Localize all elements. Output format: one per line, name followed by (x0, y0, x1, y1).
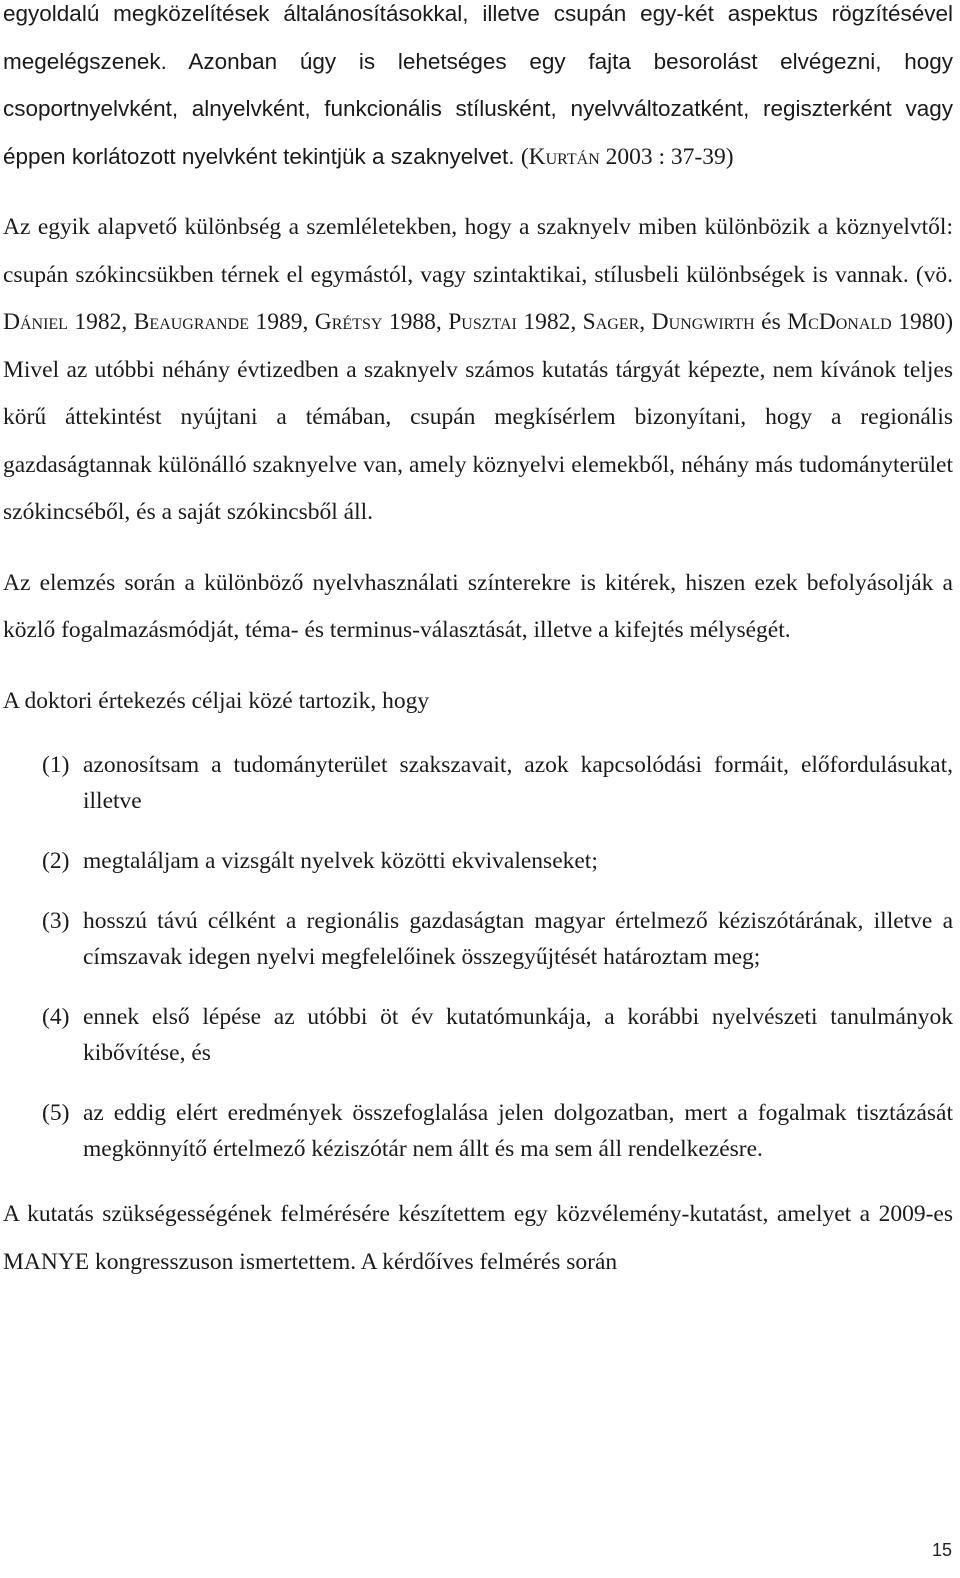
goals-list (3, 747, 953, 1167)
author-daniel: Dániel (3, 309, 68, 335)
list-item-text: hosszú távú célként a regionális gazdaságtan magyar értelmező kéziszótárának, illetve a címszavak idegen nyelvi megfelelőinek összegyűjtését határoztam meg; (83, 908, 953, 970)
document-page (3, 0, 953, 1286)
citation-open: (vö. (915, 261, 954, 288)
paragraph-goals-intro: A doktori értekezés céljai közé tartozik, hogy (3, 687, 430, 714)
list-item-text: ennek első lépése az utóbbi öt év kutatómunkája, a korábbi nyelvészeti tanulmányok kibővítése, és (83, 1004, 953, 1066)
paragraph-differences-continuation: 1980) Mivel az utóbbi néhány évtizedben a szaknyelv számos kutatás tárgyát képezte, nem kívánok teljes körű áttekintést nyújtani a témában, csupán megkísérlem bizonyítani, hogy a regionális gazdaságtannak különálló szaknyelve van, amely köznyelvi elemekből, néhány más tudományterület szókincséből, és a saját szókincsből áll. (3, 309, 954, 525)
list-item (3, 747, 953, 819)
paragraph-definition (3, 0, 953, 181)
list-item (3, 903, 953, 975)
list-item-number: (2) (42, 848, 70, 874)
paragraph-differences-text: Az egyik alapvető különbség a szemléletekben, hogy a szaknyelv miben különbözik a köznyelvtől: csupán szókincsükben térnek el egymástól, vagy szintaktikai, stílusbeli különbségek is vannak. (3, 214, 953, 288)
list-item-text: megtaláljam a vizsgált nyelvek közötti ekvivalenseket; (83, 848, 598, 874)
list-item (3, 1095, 953, 1167)
list-item (3, 843, 953, 879)
conjunction-es: és (761, 309, 781, 335)
list-item (3, 999, 953, 1071)
paragraph-definition-text: egyoldalú megközelítések általánosításokkal, illetve csupán egy-két aspektus rögzítésével megelégszenek. Azonban úgy is lehetséges egy fajta besorolást elvégezni, hogy csoportnyelvként, alnyelvként, funkcionális stílusként, nyelvváltozatként, regiszterként vagy éppen korlátozott nyelvként tekintjük a szaknyelvet. (3, 1, 953, 169)
paragraph-analysis: Az elemzés során a különböző nyelvhasználati színterekre is kitérek, hiszen ezek befolyásolják a közlő fogalmazásmódját, téma- és terminus-választását, illetve a kifejtés mélységét. (3, 569, 953, 643)
year-beaugrande: 1989, (255, 309, 309, 335)
year-pusztai: 1982, (523, 309, 577, 335)
paragraph-differences (3, 204, 953, 537)
list-item-number: (1) (42, 752, 70, 778)
list-item-number: (4) (42, 1004, 70, 1030)
list-item-text: az eddig elért eredmények összefoglalása jelen dolgozatban, mert a fogalmak tisztázását megkönnyítő értelmező kéziszótár nem állt és ma sem áll rendelkezésre. (83, 1100, 953, 1162)
author-gretsy: Grétsy (314, 309, 383, 335)
author-sager: Sager (582, 309, 640, 335)
paragraph-survey: A kutatás szükségességének felmérésére készítettem egy közvélemény-kutatást, amelyet a 2009-es MANYE kongresszuson ismertettem. A kérdőíves felmérés során (3, 1201, 953, 1275)
separator-sager: , (639, 309, 646, 335)
author-dungwirth: Dungwirth (651, 309, 755, 335)
list-item-text: azonosítsam a tudományterület szakszavait, azok kapcsolódási formáit, előfordulásukat, illetve (83, 752, 953, 814)
page-number: 15 (931, 1540, 952, 1560)
year-gretsy: 1988, (388, 309, 442, 335)
author-pusztai: Pusztai (448, 309, 517, 335)
list-item-number: (5) (42, 1100, 70, 1126)
list-item-number: (3) (42, 908, 70, 934)
author-beaugrande: Beaugrande (133, 309, 249, 335)
citation-kurtan: (Kurtán 2003 : 37-39) (520, 143, 734, 170)
author-mcdonald: McDonald (787, 309, 892, 335)
year-daniel: 1982, (74, 309, 128, 335)
